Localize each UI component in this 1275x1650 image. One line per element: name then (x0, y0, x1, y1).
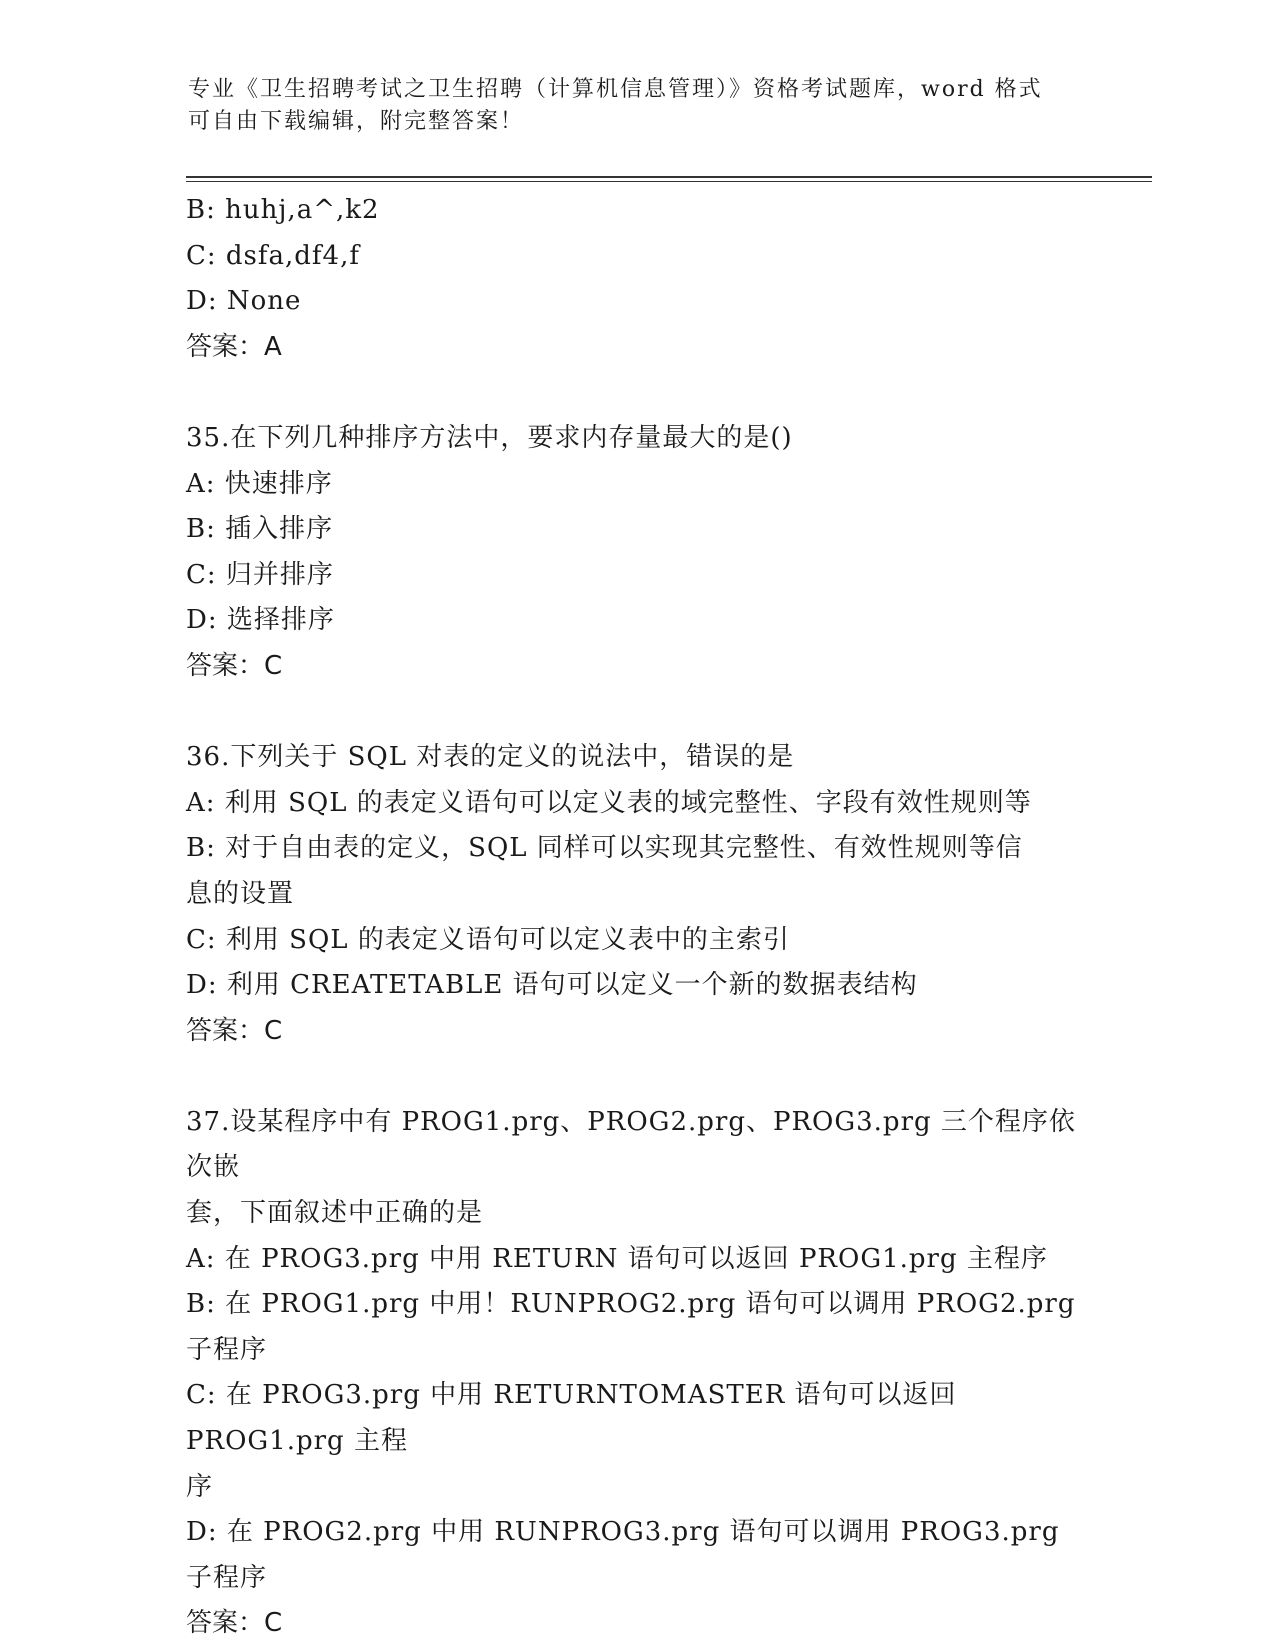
option-c-continued: 序 (186, 1471, 214, 1502)
question-content (186, 188, 1086, 1647)
question-text: 37.设某程序中有 PROG1.prg、PROG2.prg、PROG3.prg 三个程序依次嵌 (186, 1106, 1076, 1183)
question-text: 35.在下列几种排序方法中，要求内存量最大的是() (186, 422, 793, 453)
answer-line: 答案：C (186, 1608, 283, 1639)
question-block-37 (186, 1100, 1086, 1647)
option-c: C: 在 PROG3.prg 中用 RETURNTOMASTER 语句可以返回 PROG1.prg 主程 (186, 1380, 957, 1457)
answer-line: 答案：A (186, 331, 282, 362)
option-d: D: 在 PROG2.prg 中用 RUNPROG3.prg 语句可以调用 PROG3.prg 子程序 (186, 1517, 1060, 1593)
option-c: C: dsfa,df4,f (186, 240, 360, 271)
question-block-35 (186, 416, 1086, 690)
question-text: 36.下列关于 SQL 对表的定义的说法中，错误的是 (186, 742, 795, 773)
option-a: A: 利用 SQL 的表定义语句可以定义表的域完整性、字段有效性规则等 (186, 787, 1032, 818)
question-block-36 (186, 735, 1086, 1054)
option-d: D: 选择排序 (186, 605, 335, 636)
option-b-continued: 息的设置 (186, 878, 295, 909)
header-rule-thin (186, 181, 1152, 182)
answer-line: 答案：C (186, 1015, 283, 1046)
question-text-continued: 套，下面叙述中正确的是 (186, 1198, 484, 1229)
option-b: B: 对于自由表的定义，SQL 同样可以实现其完整性、有效性规则等信 (186, 833, 1023, 864)
option-d: D: 利用 CREATETABLE 语句可以定义一个新的数据表结构 (186, 970, 918, 1001)
option-b: B: huhj,a^,k2 (186, 195, 380, 225)
spacer (186, 1054, 1086, 1100)
option-d: D: None (186, 286, 302, 317)
question-block-34 (186, 188, 1086, 370)
header-line-2: 可自由下载编辑，附完整答案！ (188, 109, 525, 134)
option-b: B: 插入排序 (186, 514, 334, 545)
option-a: A: 快速排序 (186, 468, 333, 499)
answer-line: 答案：C (186, 650, 283, 681)
option-c: C: 利用 SQL 的表定义语句可以定义表中的主索引 (186, 924, 790, 955)
option-c: C: 归并排序 (186, 559, 334, 590)
page-header (188, 74, 1068, 138)
header-line-1: 专业《卫生招聘考试之卫生招聘（计算机信息管理）》资格考试题库，word 格式 (188, 77, 1043, 102)
spacer (186, 370, 1086, 416)
spacer (186, 690, 1086, 736)
option-a: A: 在 PROG3.prg 中用 RETURN 语句可以返回 PROG1.prg 主程序 (186, 1243, 1048, 1274)
header-rule-thick (186, 176, 1152, 178)
option-b: B: 在 PROG1.prg 中用！RUNPROG2.prg 语句可以调用 PROG2.prg 子程序 (186, 1289, 1076, 1365)
